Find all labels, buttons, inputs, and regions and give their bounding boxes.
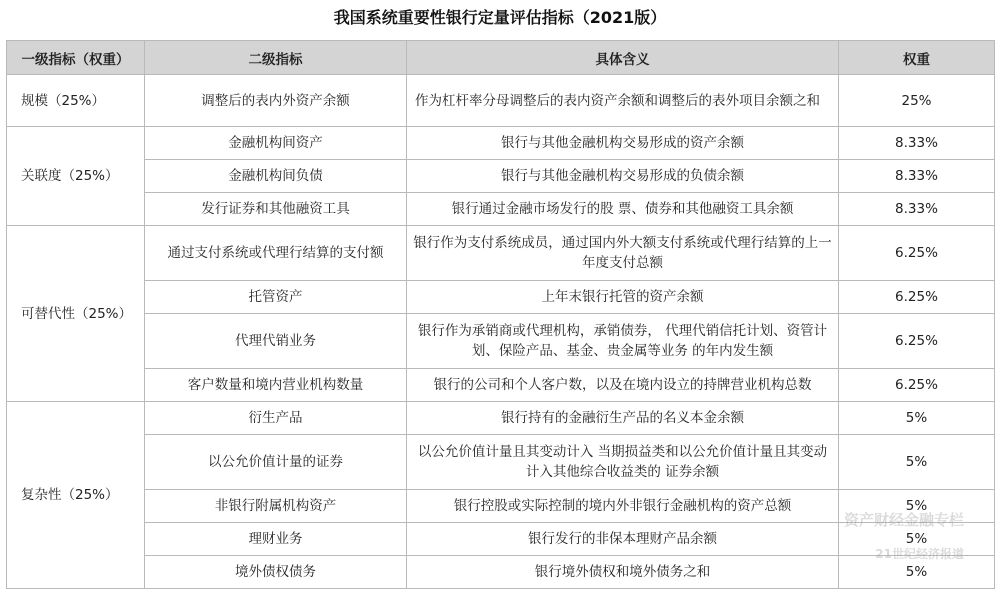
watermark-line2: 21世纪经济报道 xyxy=(875,547,964,561)
meaning-cell: 银行发行的非保本理财产品余额 xyxy=(407,523,839,556)
watermark-line1: 资产财经金融专栏 xyxy=(843,511,964,529)
indicator-cell: 客户数量和境内营业机构数量 xyxy=(145,369,407,402)
meaning-cell: 银行持有的金融衍生产品的名义本金余额 xyxy=(407,402,839,435)
meaning-cell: 银行与其他金融机构交易形成的负债余额 xyxy=(407,160,839,193)
meaning-cell: 上年末银行托管的资产余额 xyxy=(407,281,839,314)
indicator-cell: 发行证券和其他融资工具 xyxy=(145,193,407,226)
meaning-cell: 银行境外债权和境外债务之和 xyxy=(407,556,839,589)
weight-cell: 6.25% xyxy=(839,314,995,369)
weight-cell: 6.25% xyxy=(839,281,995,314)
indicator-cell: 代理代销业务 xyxy=(145,314,407,369)
weight-cell: 5% xyxy=(839,435,995,490)
table-row xyxy=(7,193,995,226)
table-row xyxy=(7,402,995,435)
header-level1: 一级指标（权重） xyxy=(7,41,145,75)
indicator-cell: 境外债权债务 xyxy=(145,556,407,589)
indicator-cell: 通过支付系统或代理行结算的支付额 xyxy=(145,226,407,281)
table-row xyxy=(7,523,995,556)
table-header-row xyxy=(7,41,995,75)
weight-cell: 6.25% xyxy=(839,226,995,281)
weight-cell: 5% xyxy=(839,556,995,589)
weight-cell: 8.33% xyxy=(839,193,995,226)
group-label: 关联度（25%） xyxy=(7,127,145,226)
group-label: 复杂性（25%） xyxy=(7,402,145,589)
table-row xyxy=(7,369,995,402)
indicator-cell: 衍生产品 xyxy=(145,402,407,435)
table-row xyxy=(7,556,995,589)
weight-cell: 8.33% xyxy=(839,127,995,160)
weight-cell: 25% xyxy=(839,75,995,127)
meaning-cell: 银行的公司和个人客户数，以及在境内设立的持牌营业机构总数 xyxy=(407,369,839,402)
meaning-cell: 银行控股或实际控制的境内外非银行金融机构的资产总额 xyxy=(407,490,839,523)
table-row xyxy=(7,435,995,490)
meaning-cell: 作为杠杆率分母调整后的表内资产余额和调整后的表外项目余额之和 xyxy=(407,75,839,127)
table-row xyxy=(7,127,995,160)
weight-cell: 5% xyxy=(839,490,995,523)
table-row xyxy=(7,226,995,281)
page-title: 我国系统重要性银行定量评估指标（2021版） xyxy=(333,8,667,27)
header-level2: 二级指标 xyxy=(145,41,407,75)
indicator-table xyxy=(6,40,995,589)
meaning-cell: 银行通过金融市场发行的股 票、债券和其他融资工具余额 xyxy=(407,193,839,226)
table-row xyxy=(7,160,995,193)
indicator-cell: 金融机构间负债 xyxy=(145,160,407,193)
meaning-cell: 以公允价值计量且其变动计入 当期损益类和以公允价值计量且其变动计入其他综合收益类的 证券余额 xyxy=(407,435,839,490)
indicator-cell: 以公允价值计量的证券 xyxy=(145,435,407,490)
table-row xyxy=(7,75,995,127)
weight-cell: 8.33% xyxy=(839,160,995,193)
weight-cell: 6.25% xyxy=(839,369,995,402)
weight-cell: 5% xyxy=(839,402,995,435)
indicator-cell: 金融机构间资产 xyxy=(145,127,407,160)
meaning-cell: 银行作为承销商或代理机构，承销债券， 代理代销信托计划、资管计划、保险产品、基金、贵金属等业务 的年内发生额 xyxy=(407,314,839,369)
indicator-cell: 非银行附属机构资产 xyxy=(145,490,407,523)
header-weight: 权重 xyxy=(839,41,995,75)
meaning-cell: 银行与其他金融机构交易形成的资产余额 xyxy=(407,127,839,160)
meaning-cell: 银行作为支付系统成员，通过国内外大额支付系统或代理行结算的上一年度支付总额 xyxy=(407,226,839,281)
table-row xyxy=(7,314,995,369)
table-row xyxy=(7,490,995,523)
weight-cell: 5% xyxy=(839,523,995,556)
header-meaning: 具体含义 xyxy=(407,41,839,75)
indicator-cell: 托管资产 xyxy=(145,281,407,314)
table-row xyxy=(7,281,995,314)
group-label: 可替代性（25%） xyxy=(7,226,145,402)
indicator-cell: 调整后的表内外资产余额 xyxy=(145,75,407,127)
indicator-cell: 理财业务 xyxy=(145,523,407,556)
group-label: 规模（25%） xyxy=(7,75,145,127)
